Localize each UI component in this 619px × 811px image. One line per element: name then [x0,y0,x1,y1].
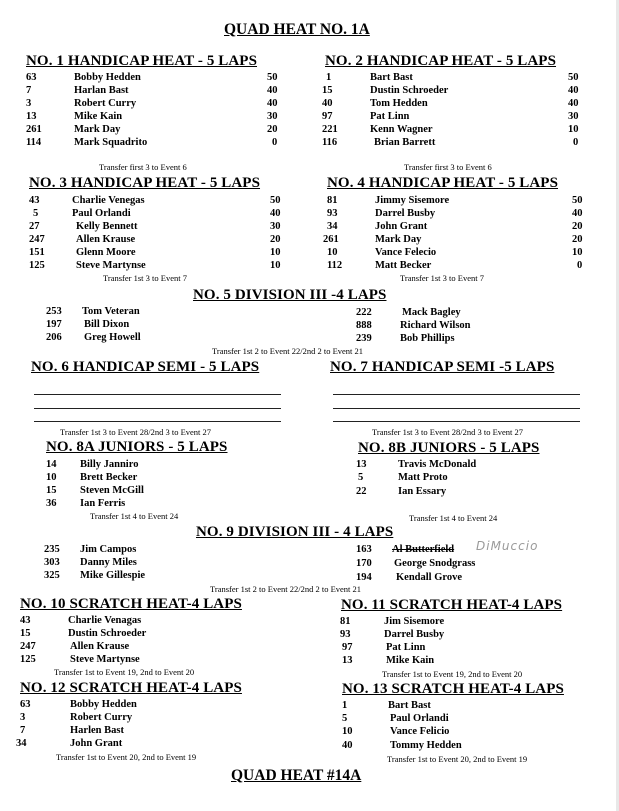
table-row [322,71,587,84]
car-number: 1 [326,72,332,83]
driver-name: Brett Becker [80,472,138,483]
driver-name: Matt Proto [398,472,448,483]
table-row [327,194,589,207]
event-8b-title: NO. 8B JUNIORS - 5 LAPS [358,440,540,456]
table-row [327,207,589,220]
table-row [327,246,589,259]
driver-name: Paul Orlandi [72,208,131,219]
table-row [29,233,289,246]
event-5-transfer: Transfer 1st 2 to Event 22/2nd 2 to Event 21 [212,346,364,356]
car-number: 325 [44,570,60,581]
event-3-transfer: Transfer 1st 3 to Event 7 [103,273,187,283]
driver-name: Brian Barrett [374,137,436,148]
car-number: 97 [342,642,353,653]
table-row [322,123,587,136]
event-5-title: NO. 5 DIVISION III -4 LAPS [193,287,387,303]
event-9-title: NO. 9 DIVISION III - 4 LAPS [196,524,394,540]
driver-name: Tom Hedden [370,98,428,109]
event-4-transfer: Transfer 1st 3 to Event 7 [400,273,484,283]
event-1-transfer: Transfer first 3 to Event 6 [99,162,187,172]
driver-name: Bobby Hedden [70,699,137,710]
car-number: 125 [20,654,36,665]
points: 50 [572,195,583,206]
driver-name: Pat Linn [386,642,426,653]
points: 0 [272,137,278,148]
driver-name: Al Butterfield [392,544,455,555]
table-row [44,556,224,569]
table-row [26,84,286,97]
points: 40 [270,208,281,219]
table-row [44,569,224,582]
table-row [26,136,286,149]
driver-name: Steven McGill [80,485,144,496]
car-number: 34 [327,221,338,232]
driver-name: John Grant [375,221,428,232]
car-number: 13 [26,111,37,122]
event-13-title: NO. 13 SCRATCH HEAT-4 LAPS [342,681,564,697]
table-row [340,654,540,667]
table-row [327,220,589,233]
car-number: 221 [322,124,338,135]
car-number: 81 [327,195,338,206]
table-row [356,485,536,498]
event-6-transfer: Transfer 1st 3 to Event 28/2nd 3 to Event 27 [60,427,212,437]
car-number: 10 [327,247,338,258]
driver-name: Kendall Grove [396,572,463,583]
car-number: 5 [342,713,348,724]
table-row [46,497,226,510]
blank-line [34,421,281,422]
event-10-transfer: Transfer 1st to Event 19, 2nd to Event 20 [54,667,195,677]
car-number: 15 [322,85,333,96]
event-4-title: NO. 4 HANDICAP HEAT - 5 LAPS [327,175,559,191]
points: 10 [270,247,281,258]
handwritten-note: DiMuccio [476,539,539,553]
driver-name: Robert Curry [70,712,133,723]
driver-name: John Grant [70,738,123,749]
points: 30 [568,111,579,122]
car-number: 235 [44,544,60,555]
event-7-transfer: Transfer 1st 3 to Event 28/2nd 3 to Event 27 [372,427,524,437]
driver-name: Mark Squadrito [74,137,148,148]
car-number: 34 [16,738,27,749]
driver-name: Vance Felecio [375,247,437,258]
car-number: 13 [342,655,353,666]
car-number: 303 [44,557,60,568]
table-row [46,318,206,331]
driver-name: Kelly Bennett [76,221,138,232]
points: 40 [267,98,278,109]
points: 40 [568,85,579,96]
table-row [46,471,226,484]
driver-name: Billy Janniro [80,459,139,470]
event-13-transfer: Transfer 1st to Event 20, 2nd to Event 19 [387,754,528,764]
table-row [20,653,220,666]
driver-name: Jimmy Sisemore [375,195,450,206]
car-number: 7 [26,85,32,96]
table-row [44,543,224,556]
car-number: 5 [358,472,364,483]
table-row [29,259,289,272]
points: 40 [572,208,583,219]
car-number: 81 [340,616,351,627]
car-number: 63 [20,699,31,710]
table-row [340,628,540,641]
driver-name: Matt Becker [375,260,432,271]
points: 50 [270,195,281,206]
points: 40 [568,98,579,109]
points: 40 [267,85,278,96]
car-number: 3 [20,712,26,723]
points: 20 [572,221,583,232]
driver-name: Mark Day [375,234,422,245]
driver-name: Allen Krause [76,234,136,245]
driver-name: Bart Bast [388,700,431,711]
driver-name: Harlan Bast [74,85,129,96]
car-number: 22 [356,486,367,497]
event-6-title: NO. 6 HANDICAP SEMI - 5 LAPS [31,359,260,375]
blank-line [34,394,281,395]
points: 30 [267,111,278,122]
points: 20 [270,234,281,245]
driver-name: Steve Martynse [70,654,140,665]
table-row [322,136,587,149]
driver-name: Tom Veteran [82,306,140,317]
driver-name: Travis McDonald [398,459,477,470]
driver-name: Glenn Moore [76,247,136,258]
event-2-title: NO. 2 HANDICAP HEAT - 5 LAPS [325,53,557,69]
car-number: 5 [33,208,39,219]
driver-name: Mike Gillespie [80,570,146,581]
table-row [322,110,587,123]
points: 10 [568,124,579,135]
table-row [340,641,540,654]
event-12-title: NO. 12 SCRATCH HEAT-4 LAPS [20,680,242,696]
driver-name: Mack Bagley [402,307,461,318]
points: 50 [267,72,278,83]
event-8a-transfer: Transfer 1st 4 to Event 24 [90,511,179,521]
car-number: 40 [322,98,333,109]
car-number: 170 [356,558,372,569]
driver-name: Tommy Hedden [390,740,462,751]
driver-name: Mike Kain [74,111,123,122]
driver-name: Mark Day [74,124,121,135]
blank-line [333,408,580,409]
table-row [327,259,589,272]
car-number: 27 [29,221,40,232]
car-number: 97 [322,111,333,122]
car-number: 13 [356,459,367,470]
car-number: 261 [323,234,339,245]
table-row [46,331,206,344]
driver-name: Mike Kain [386,655,435,666]
points: 0 [573,137,579,148]
table-row [356,471,536,484]
car-number: 3 [26,98,32,109]
table-row [26,97,286,110]
blank-line [34,408,281,409]
car-number: 15 [46,485,57,496]
table-row [356,458,536,471]
driver-name: Charlie Venagas [68,615,142,626]
driver-name: Harlen Bast [70,725,124,736]
footer-title: QUAD HEAT #14A [231,767,362,784]
car-number: 222 [356,307,372,318]
car-number: 10 [342,726,353,737]
table-row [16,737,216,750]
car-number: 43 [20,615,31,626]
blank-line [333,421,580,422]
points: 20 [267,124,278,135]
table-row [356,557,556,570]
car-number: 206 [46,332,62,343]
car-number: 247 [20,641,36,652]
table-row [20,640,220,653]
driver-name: Robert Curry [74,98,137,109]
car-number: 253 [46,306,62,317]
car-number: 114 [26,137,42,148]
table-row [26,110,286,123]
event-1-title: NO. 1 HANDICAP HEAT - 5 LAPS [26,53,258,69]
car-number: 93 [340,629,351,640]
driver-name: George Snodgrass [394,558,476,569]
driver-name: Ian Essary [398,486,447,497]
driver-name: Greg Howell [84,332,141,343]
event-2-transfer: Transfer first 3 to Event 6 [404,162,492,172]
table-row [20,627,220,640]
table-row [29,194,289,207]
event-11-transfer: Transfer 1st to Event 19, 2nd to Event 20 [382,669,523,679]
points: 50 [568,72,579,83]
blank-line [333,394,580,395]
points: 0 [577,260,583,271]
driver-name: Charlie Venegas [72,195,145,206]
table-row [356,319,516,332]
driver-name: Bart Bast [370,72,413,83]
table-row [356,332,516,345]
car-number: 888 [356,320,372,331]
car-number: 36 [46,498,57,509]
table-row [29,246,289,259]
driver-name: Bill Dixon [84,319,130,330]
driver-name: Richard Wilson [400,320,471,331]
car-number: 1 [342,700,348,711]
table-row [20,724,220,737]
table-row [20,711,220,724]
driver-name: Darrel Busby [384,629,445,640]
car-number: 7 [20,725,26,736]
event-12-transfer: Transfer 1st to Event 20, 2nd to Event 19 [56,752,197,762]
car-number: 14 [46,459,57,470]
event-10-title: NO. 10 SCRATCH HEAT-4 LAPS [20,596,242,612]
car-number: 151 [29,247,45,258]
driver-name: Dustin Schroeder [68,628,147,639]
event-9-transfer: Transfer 1st 2 to Event 22/2nd 2 to Event 21 [210,584,362,594]
table-row [356,306,516,319]
table-row [26,123,286,136]
points: 10 [270,260,281,271]
event-8a-title: NO. 8A JUNIORS - 5 LAPS [46,439,228,455]
driver-name: Ian Ferris [80,498,126,509]
car-number: 261 [26,124,42,135]
driver-name: Steve Martynse [76,260,146,271]
car-number: 116 [322,137,338,148]
driver-name: Danny Miles [80,557,137,568]
event-7-title: NO. 7 HANDICAP SEMI -5 LAPS [330,359,555,375]
car-number: 43 [29,195,40,206]
table-row [323,233,589,246]
car-number: 40 [342,740,353,751]
table-row [322,84,587,97]
car-number: 63 [26,72,37,83]
driver-name: Jim Sisemore [384,616,445,627]
car-number: 197 [46,319,62,330]
car-number: 247 [29,234,45,245]
table-row [342,712,542,725]
driver-name: Bobby Hedden [74,72,141,83]
table-row [46,484,226,497]
table-row [46,458,226,471]
event-8b-transfer: Transfer 1st 4 to Event 24 [409,513,498,523]
points: 20 [572,234,583,245]
driver-name: Dustin Schroeder [370,85,449,96]
driver-name: Pat Linn [370,111,410,122]
car-number: 194 [356,572,372,583]
points: 10 [572,247,583,258]
event-3-title: NO. 3 HANDICAP HEAT - 5 LAPS [29,175,261,191]
points: 30 [270,221,281,232]
table-row [342,739,542,752]
table-row [20,614,220,627]
car-number: 10 [46,472,57,483]
table-row [26,71,286,84]
table-row [322,97,587,110]
driver-name: Paul Orlandi [390,713,449,724]
driver-name: Bob Phillips [400,333,455,344]
table-row [20,698,220,711]
car-number: 93 [327,208,338,219]
driver-name: Vance Felicio [390,726,450,737]
car-number: 163 [356,544,372,555]
car-number: 112 [327,260,343,271]
car-number: 15 [20,628,31,639]
car-number: 125 [29,260,45,271]
table-row [356,571,556,584]
table-row [29,220,289,233]
table-row [342,699,542,712]
driver-name: Darrel Busby [375,208,436,219]
driver-name: Allen Krause [70,641,130,652]
page-title: QUAD HEAT NO. 1A [224,21,370,38]
driver-name: Jim Campos [80,544,137,555]
table-row [29,207,289,220]
table-row [340,615,540,628]
event-11-title: NO. 11 SCRATCH HEAT-4 LAPS [341,597,563,613]
table-row [46,305,206,318]
table-row [342,725,542,738]
driver-name: Kenn Wagner [370,124,433,135]
car-number: 239 [356,333,372,344]
